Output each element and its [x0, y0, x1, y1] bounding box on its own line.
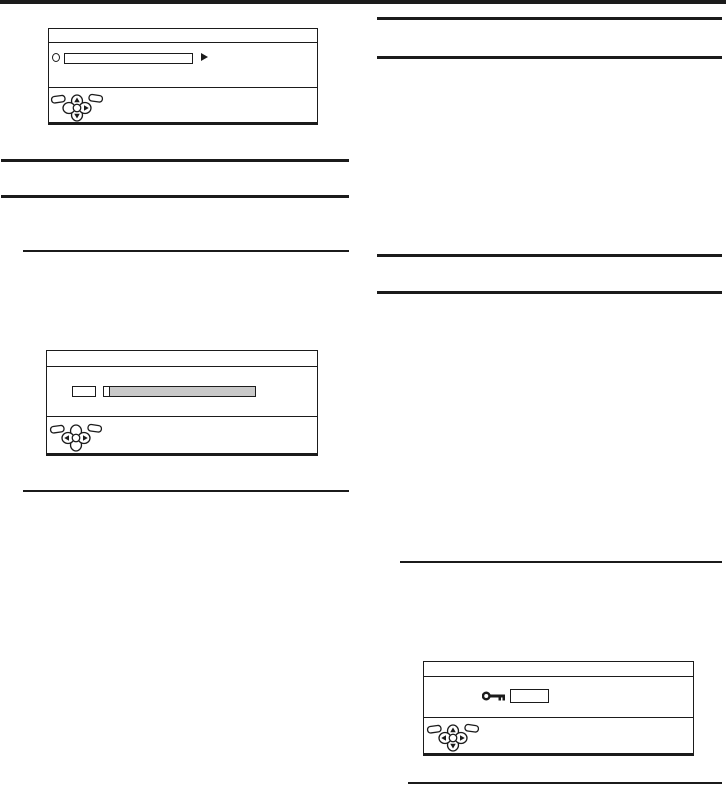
right-divider-rule-2	[408, 782, 722, 784]
slider-thumb	[104, 387, 110, 396]
right-divider-rule-1	[400, 561, 722, 563]
left-divider-rule-1	[23, 250, 349, 252]
menu-osd-figure	[48, 28, 318, 125]
directional-pad-icon	[426, 720, 480, 752]
dpad-center	[72, 434, 80, 442]
pin-osd-figure	[423, 661, 694, 756]
right-arrow-cursor-icon	[201, 53, 208, 61]
dpad-center	[73, 104, 81, 112]
right-heading-rule-4	[377, 291, 722, 294]
right-function-button	[89, 94, 103, 102]
directional-pad-icon	[49, 420, 103, 452]
value-label-box	[72, 386, 96, 397]
osd-title-bar	[49, 29, 317, 43]
left-heading-rule-1	[1, 159, 349, 162]
right-function-button	[88, 424, 102, 432]
right-function-button	[465, 724, 479, 732]
osd-button-hint-bar	[49, 88, 317, 122]
right-heading-rule-1	[377, 17, 722, 20]
left-function-button	[50, 425, 64, 433]
right-heading-rule-3	[377, 254, 722, 257]
osd-title-bar	[424, 662, 693, 677]
osd-content-area	[47, 367, 317, 417]
slider-osd-figure	[46, 350, 318, 456]
pin-input-box	[510, 689, 549, 703]
directional-pad-icon	[50, 90, 104, 122]
osd-content-area	[49, 43, 317, 88]
osd-button-hint-bar	[424, 718, 693, 753]
osd-title-bar	[47, 351, 317, 367]
menu-item-bar	[64, 53, 193, 64]
osd-button-hint-bar	[47, 417, 317, 453]
osd-content-area	[424, 677, 693, 718]
left-function-button	[427, 725, 441, 733]
left-function-button	[51, 95, 65, 103]
left-divider-rule-2	[23, 490, 349, 492]
left-heading-rule-2	[1, 195, 349, 198]
key-icon	[482, 690, 508, 702]
right-heading-rule-2	[377, 56, 722, 59]
page-top-rule	[0, 0, 726, 4]
dpad-center	[449, 734, 457, 742]
slider-track	[103, 386, 256, 397]
radio-bullet-icon	[52, 53, 60, 62]
